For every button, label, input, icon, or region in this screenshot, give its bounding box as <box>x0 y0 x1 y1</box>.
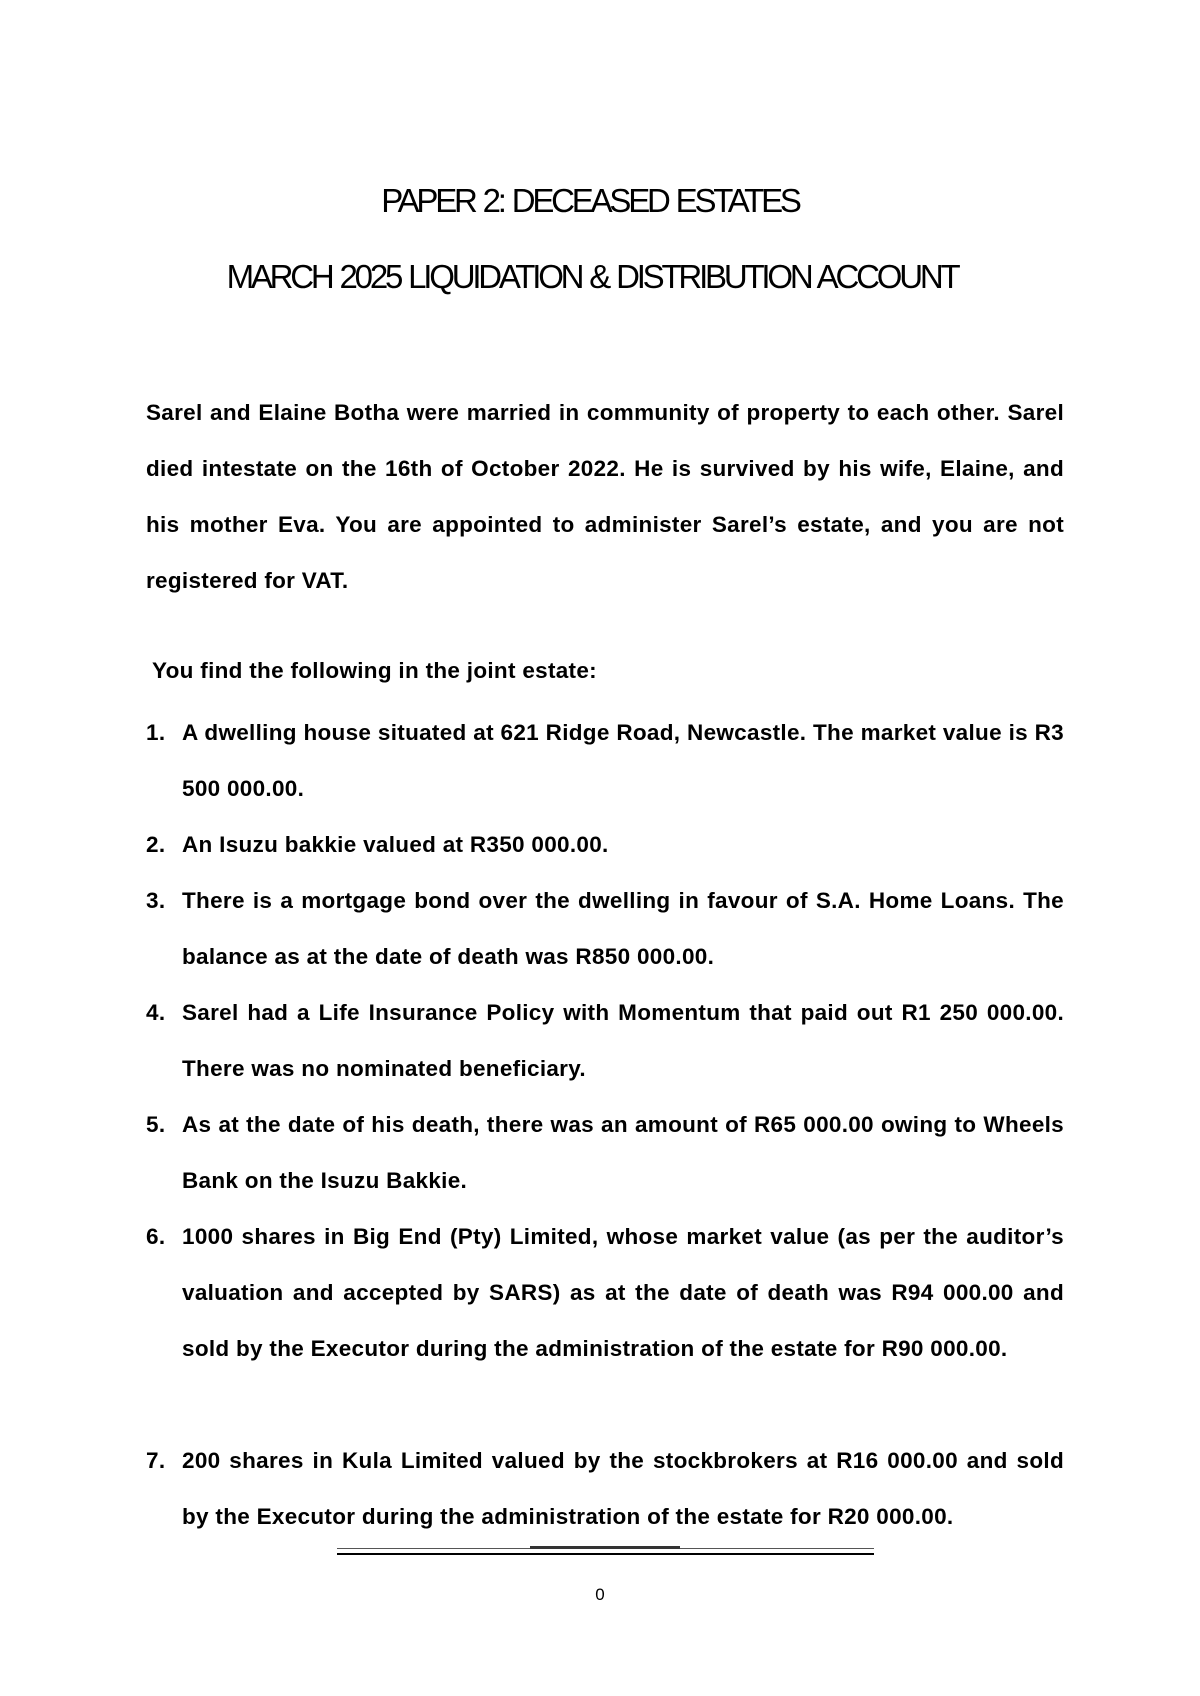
list-item-number: 4. <box>146 1000 166 1025</box>
document-subtitle: MARCH 2025 LIQUIDATION & DISTRIBUTION ACCOUNT <box>226 258 958 295</box>
footer-divider <box>337 1553 874 1555</box>
list-item-number: 2. <box>146 832 166 857</box>
list-item-number: 5. <box>146 1112 166 1137</box>
list-item <box>146 1097 1064 1209</box>
list-item <box>146 985 1064 1097</box>
document-title: PAPER 2: DECEASED ESTATES <box>381 182 799 219</box>
list-item <box>146 817 1064 873</box>
list-item-text: A dwelling house situated at 621 Ridge Road, Newcastle. The market value is R3 500 000.00. <box>182 720 1064 801</box>
list-item-number: 3. <box>146 888 166 913</box>
list-item <box>146 1433 1064 1545</box>
list-item-text: There is a mortgage bond over the dwelling in favour of S.A. Home Loans. The balance as at the date of death was R850 000.00. <box>182 888 1064 969</box>
list-item <box>146 873 1064 985</box>
list-item-number: 6. <box>146 1224 166 1249</box>
list-item-text: Sarel had a Life Insurance Policy with Momentum that paid out R1 250 000.00. There was no nominated beneficiary. <box>182 1000 1064 1081</box>
list-item-text: 1000 shares in Big End (Pty) Limited, whose market value (as per the auditor’s valuation and accepted by SARS) as at the date of death was R94 000.00 and sold by the Executor during the administration of the estate for R90 000.00. <box>182 1224 1064 1361</box>
intro-paragraph: Sarel and Elaine Botha were married in community of property to each other. Sarel died intestate on the 16th of October 2022. He is survived by his wife, Elaine, and his mother Eva. You are appointed to administer Sarel’s estate, and you are not registered for VAT. <box>146 400 1064 593</box>
list-item-text: As at the date of his death, there was an amount of R65 000.00 owing to Wheels Bank on the Isuzu Bakkie. <box>182 1112 1064 1193</box>
footer-divider-accent <box>530 1546 680 1549</box>
list-item-text: 200 shares in Kula Limited valued by the stockbrokers at R16 000.00 and sold by the Executor during the administration of the estate for R20 000.00. <box>182 1448 1064 1529</box>
list-item <box>146 705 1064 817</box>
list-item-number: 1. <box>146 720 166 745</box>
find-heading: You find the following in the joint estate: <box>152 658 597 683</box>
list-item-text: An Isuzu bakkie valued at R350 000.00. <box>182 832 609 857</box>
list-item <box>146 1209 1064 1377</box>
list-item-number: 7. <box>146 1448 166 1473</box>
page-number: 0 <box>595 1585 605 1604</box>
